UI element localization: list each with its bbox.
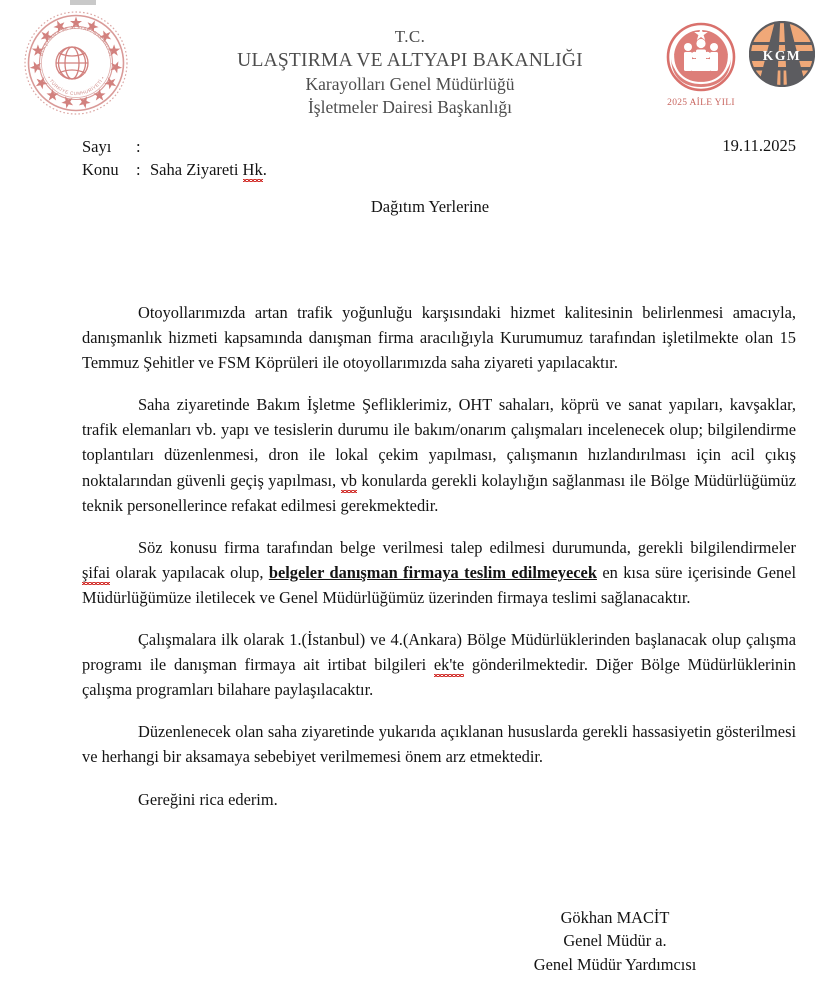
signature-block (450, 906, 780, 976)
spellcheck-word-ekte: ek'te (433, 655, 465, 675)
paragraph-4-part-1: Çalışmalara ilk olarak 1.(İstanbul) ve 4.(Ankara) Bölge Müdürlüklerinden başlanacak olup çalışma programı ile danışman firmaya ait irtibat bilgileri (82, 630, 796, 675)
correspondence-meta (82, 135, 267, 182)
svg-text:ULAŞTIRMA VE ALTYAPI BAKANLIĞI: ULAŞTIRMA VE ALTYAPI BAKANLIĞI (38, 24, 114, 57)
paragraph-1: Otoyollarımızda artan trafik yoğunluğu karşısındaki hizmet kalitesinin belirlenmesi amacıyla, danışmanlık hizmeti kapsamında danışman firma aracılığıyla Kurumumuz tarafından işletilmekte olan 15 Temmuz Şehitler ve FSM Köprüleri ile otoyollarımızda saha ziyareti yapılacaktır. (82, 303, 796, 373)
spellcheck-word-hk: Hk (242, 160, 263, 180)
paragraph-3-part-2: olarak yapılacak olup, (110, 562, 269, 582)
paragraph-3 (82, 535, 796, 610)
letterhead (0, 0, 820, 125)
letter-body (82, 300, 796, 812)
signer-title-1: Genel Müdür a. (563, 931, 667, 951)
spellcheck-word-vb: vb (340, 470, 357, 490)
svg-text:• TÜRKİYE CUMHURİYETİ •: • TÜRKİYE CUMHURİYETİ • (46, 75, 106, 97)
paragraph-5: Düzenlenecek olan saha ziyaretinde yukarıda açıklanan hususlarda gerekli hassasiyetin gösterilmesi ve herhangi bir aksamaya sebebiyet verilmemesi önem arz etmektedir. (82, 722, 796, 767)
sayi-label: Sayı (82, 137, 112, 156)
paragraph-2-part-1: Saha ziyaretinde Bakım İşletme Şefliklerimiz, OHT sahaları, köprü ve sanat yapıları, kavşaklar, trafik elemanları vb. yapı ve tesislerin durumu ile bakım/onarım çalışmaları incelenecek olup; bilgilendirme toplantıları düzenlenmesi, dron ile lokal çekim yapılması, çalışmanın hızlandırılması için acil çıkış noktalarından güvenli geçiş yapılması, (82, 395, 796, 490)
header-line-tc: T.C. (394, 27, 426, 46)
spellcheck-word-sifai: şifai (82, 562, 111, 582)
konu-value-text: Saha Ziyareti (150, 160, 243, 180)
paragraph-2-part-2: konularda gerekli kolaylığın sağlanması ile Bölge Müdürlüğümüz teknik personellerince refakat edilmesi gerekmektedir. (82, 470, 796, 515)
document-date: 19.11.2025 (722, 136, 796, 155)
closing-request: Gereğini rica ederim. (138, 789, 278, 809)
paragraph-3-part-1: Söz konusu firma tarafından belge verilmesi talep edilmesi durumunda, gerekli bilgilendirmeler (138, 537, 796, 557)
paragraph-3-part-3: en kısa süre içerisinde Genel Müdürlüğümüze iletilecek ve Genel Müdürlüğümüz üzerinden firmaya teslimi sağlanacaktır. (82, 562, 796, 607)
family-year-logo-icon (657, 17, 745, 109)
kgm-logo-icon (749, 21, 815, 87)
kgm-logo-text: KGM (762, 48, 802, 63)
addressee-line: Dağıtım Yerlerine (370, 197, 490, 216)
ministry-seal-icon (22, 9, 130, 117)
header-line-unit: İşletmeler Dairesi Başkanlığı (307, 97, 513, 118)
header-line-ministry: ULAŞTIRMA VE ALTYAPI BAKANLIĞI (237, 50, 583, 72)
paragraph-2 (82, 392, 796, 517)
sayi-colon: : (136, 137, 141, 156)
emphasized-clause: belgeler danışman firmaya teslim edilmeyecek (268, 562, 597, 582)
konu-label: Konu (82, 160, 119, 180)
family-year-caption: 2025 AİLE YILI (667, 98, 735, 108)
konu-value (150, 158, 267, 181)
konu-colon: : (136, 160, 141, 180)
meta-row-konu (82, 158, 267, 181)
paragraph-4-part-2: gönderilmektedir. Diğer Bölge Müdürlüklerinin çalışma programları bilahare paylaşılacaktır. (82, 655, 797, 700)
letterhead-title-block (190, 26, 630, 119)
signer-name: Gökhan MACİT (560, 908, 670, 927)
meta-row-sayi (82, 135, 267, 158)
paragraph-4 (82, 627, 796, 702)
header-line-department: Karayolları Genel Müdürlüğü (305, 74, 515, 95)
signer-title-2: Genel Müdür Yardımcısı (533, 954, 697, 974)
konu-value-suffix: . (262, 160, 267, 180)
